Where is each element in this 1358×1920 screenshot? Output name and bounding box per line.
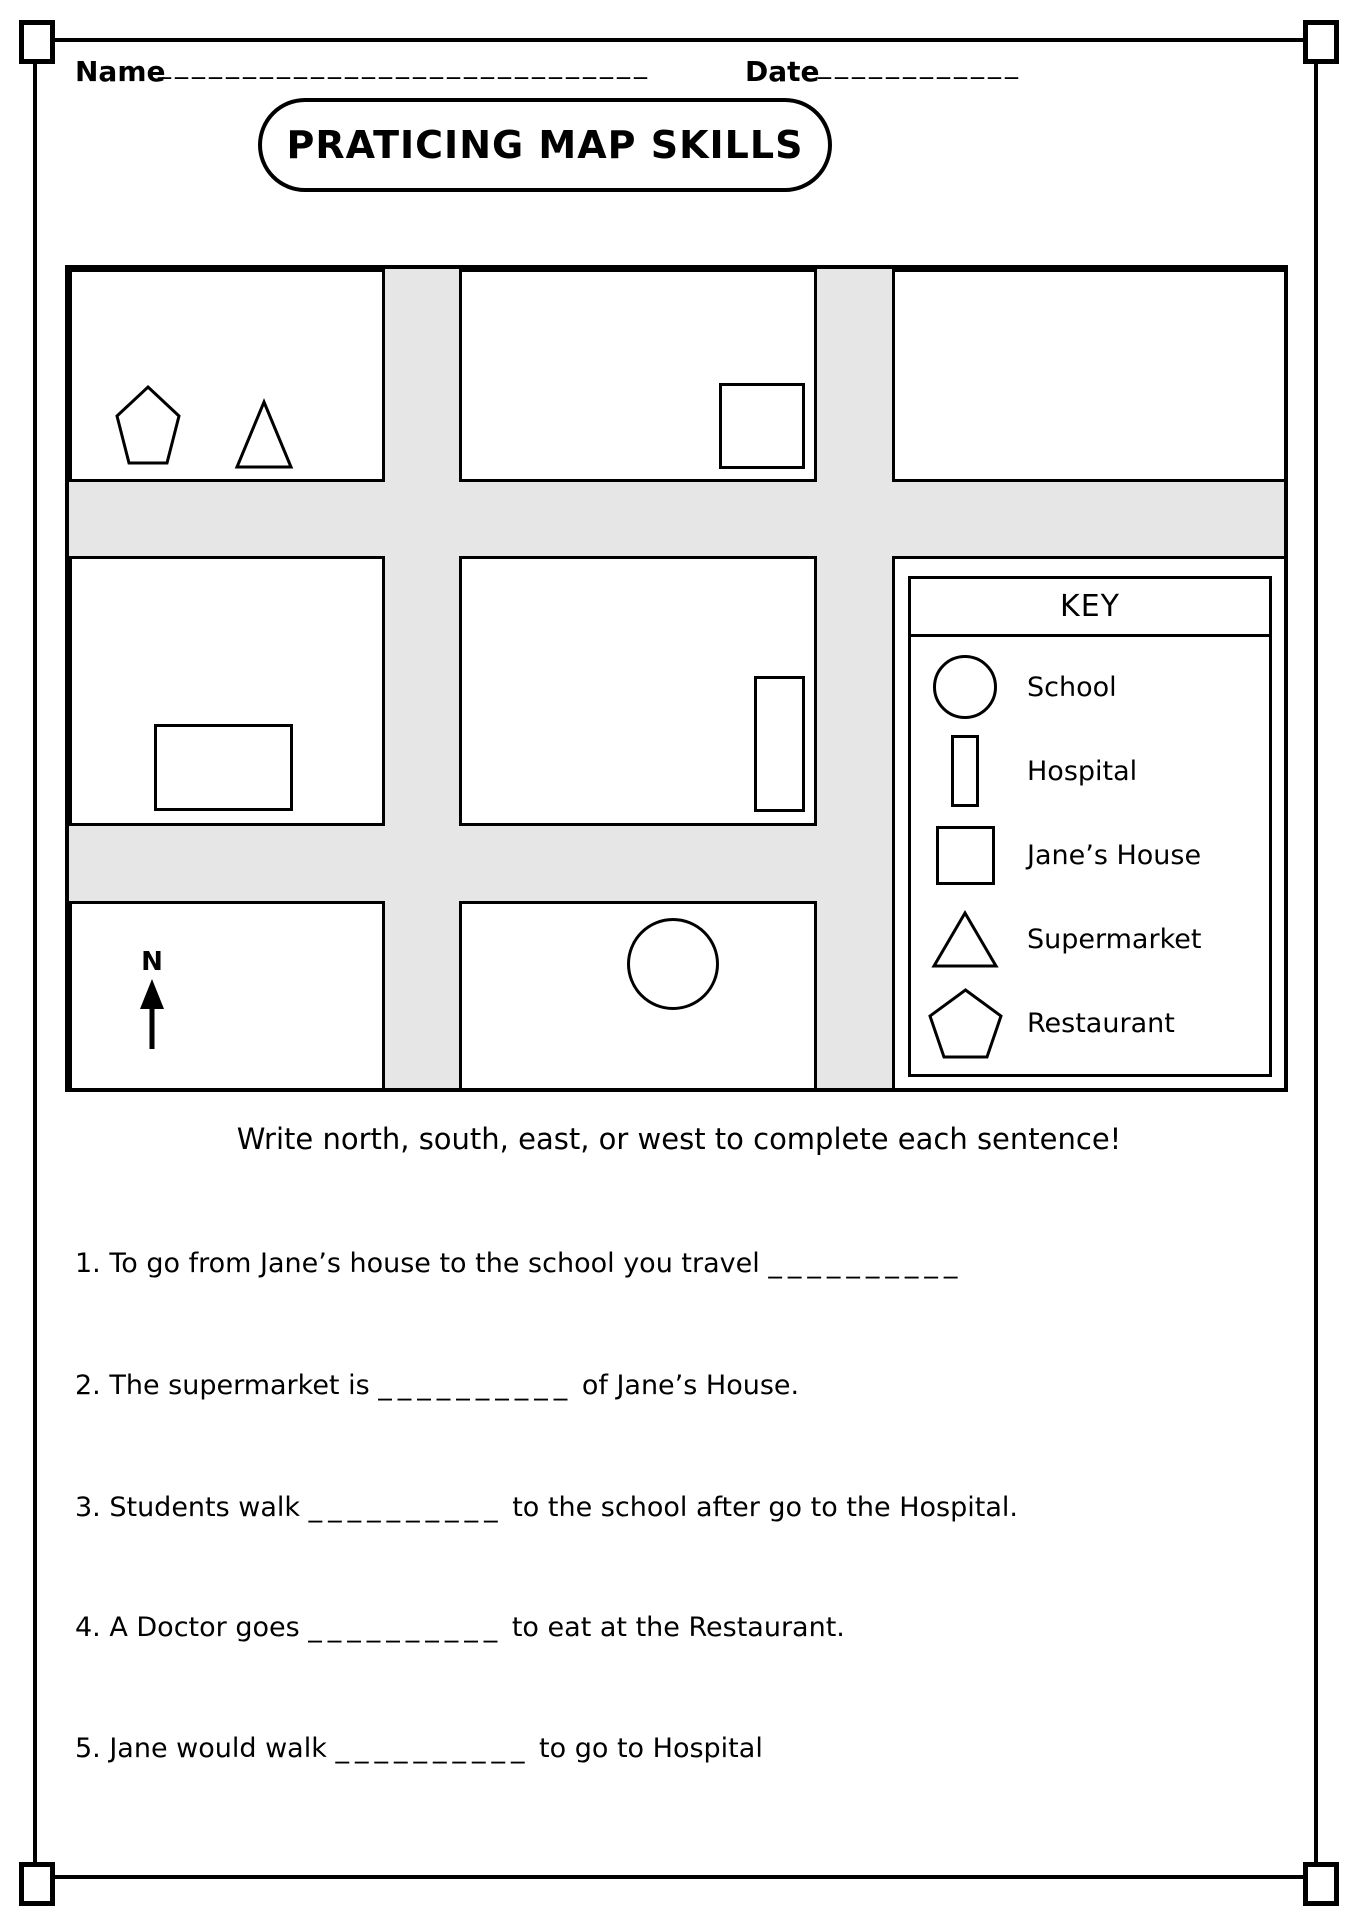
name-blank-line: _____________________________: [158, 50, 651, 80]
map-key: [908, 576, 1272, 1077]
supermarket-triangle-icon: [931, 910, 999, 969]
street-horizontal-north: [69, 482, 1288, 556]
north-arrow-icon: [127, 975, 177, 1053]
compass-north-arrow: [127, 949, 177, 1057]
question-3-blank: __________: [308, 1492, 504, 1523]
page-title: PRATICING MAP SKILLS: [286, 123, 804, 167]
restaurant-pentagon-icon: [927, 987, 1004, 1060]
compass-north-label: N: [141, 947, 163, 977]
question-1-text: 1. To go from Jane’s house to the school you travel: [75, 1248, 769, 1279]
map-block-northwest: [69, 269, 385, 482]
question-4-blank: __________: [308, 1612, 504, 1643]
supermarket-triangle-shape: [234, 399, 294, 470]
janes-house-square-icon: [936, 826, 995, 885]
corner-square-bottom-right: [1303, 1862, 1339, 1906]
question-5-tail: to go to Hospital: [530, 1733, 763, 1764]
question-5-text: 5. Jane would walk: [75, 1733, 336, 1764]
restaurant-pentagon-shape: [114, 384, 182, 466]
question-1: [75, 1248, 963, 1279]
corner-square-top-left: [19, 20, 55, 64]
building-rectangle-shape: [154, 724, 293, 811]
key-item-hospital: [911, 729, 1269, 813]
key-label-school: School: [1027, 671, 1117, 703]
school-circle-icon: [933, 655, 997, 719]
map-block-north: [459, 269, 817, 482]
key-label-hospital: Hospital: [1027, 755, 1138, 787]
title-banner: [258, 98, 832, 192]
janes-house-square-shape: [719, 383, 805, 469]
street-vertical-east: [817, 269, 892, 1092]
date-blank-line: ____________: [818, 50, 1022, 80]
question-2: [75, 1370, 799, 1401]
question-3-tail: to the school after go to the Hospital.: [503, 1492, 1018, 1523]
name-label: Name: [75, 55, 166, 88]
instruction-text: Write north, south, east, or west to complete each sentence!: [236, 1122, 1122, 1156]
hospital-rectangle-shape: [754, 676, 805, 812]
school-circle-shape: [627, 918, 719, 1010]
key-item-janes-house: [911, 813, 1269, 897]
street-vertical-west: [382, 269, 459, 1092]
city-map: [65, 265, 1288, 1092]
key-item-school: [911, 645, 1269, 729]
map-block-west: [69, 556, 385, 826]
map-block-south: [459, 901, 817, 1092]
key-item-supermarket: [911, 897, 1269, 981]
question-1-blank: __________: [768, 1248, 964, 1279]
question-4: [75, 1612, 845, 1643]
question-4-tail: to eat at the Restaurant.: [503, 1612, 845, 1643]
key-item-list: [911, 637, 1269, 1065]
corner-square-bottom-left: [19, 1862, 55, 1906]
question-4-text: 4. A Doctor goes: [75, 1612, 309, 1643]
hospital-rect-icon: [951, 735, 979, 807]
map-block-northeast: [892, 269, 1288, 482]
key-label-janes-house: Jane’s House: [1027, 839, 1202, 871]
question-3: [75, 1492, 1018, 1523]
key-label-supermarket: Supermarket: [1027, 923, 1202, 955]
question-2-blank: __________: [378, 1370, 574, 1401]
key-item-restaurant: [911, 981, 1269, 1065]
date-label: Date: [745, 55, 820, 88]
corner-square-top-right: [1303, 20, 1339, 64]
question-3-text: 3. Students walk: [75, 1492, 309, 1523]
question-2-tail: of Jane’s House.: [573, 1370, 800, 1401]
key-title: KEY: [911, 579, 1269, 637]
key-label-restaurant: Restaurant: [1027, 1007, 1175, 1039]
map-block-southwest: [69, 901, 385, 1092]
map-block-center: [459, 556, 817, 826]
question-2-text: 2. The supermarket is: [75, 1370, 379, 1401]
question-5: [75, 1733, 763, 1764]
street-horizontal-south: [69, 826, 893, 901]
question-5-blank: __________: [335, 1733, 531, 1764]
